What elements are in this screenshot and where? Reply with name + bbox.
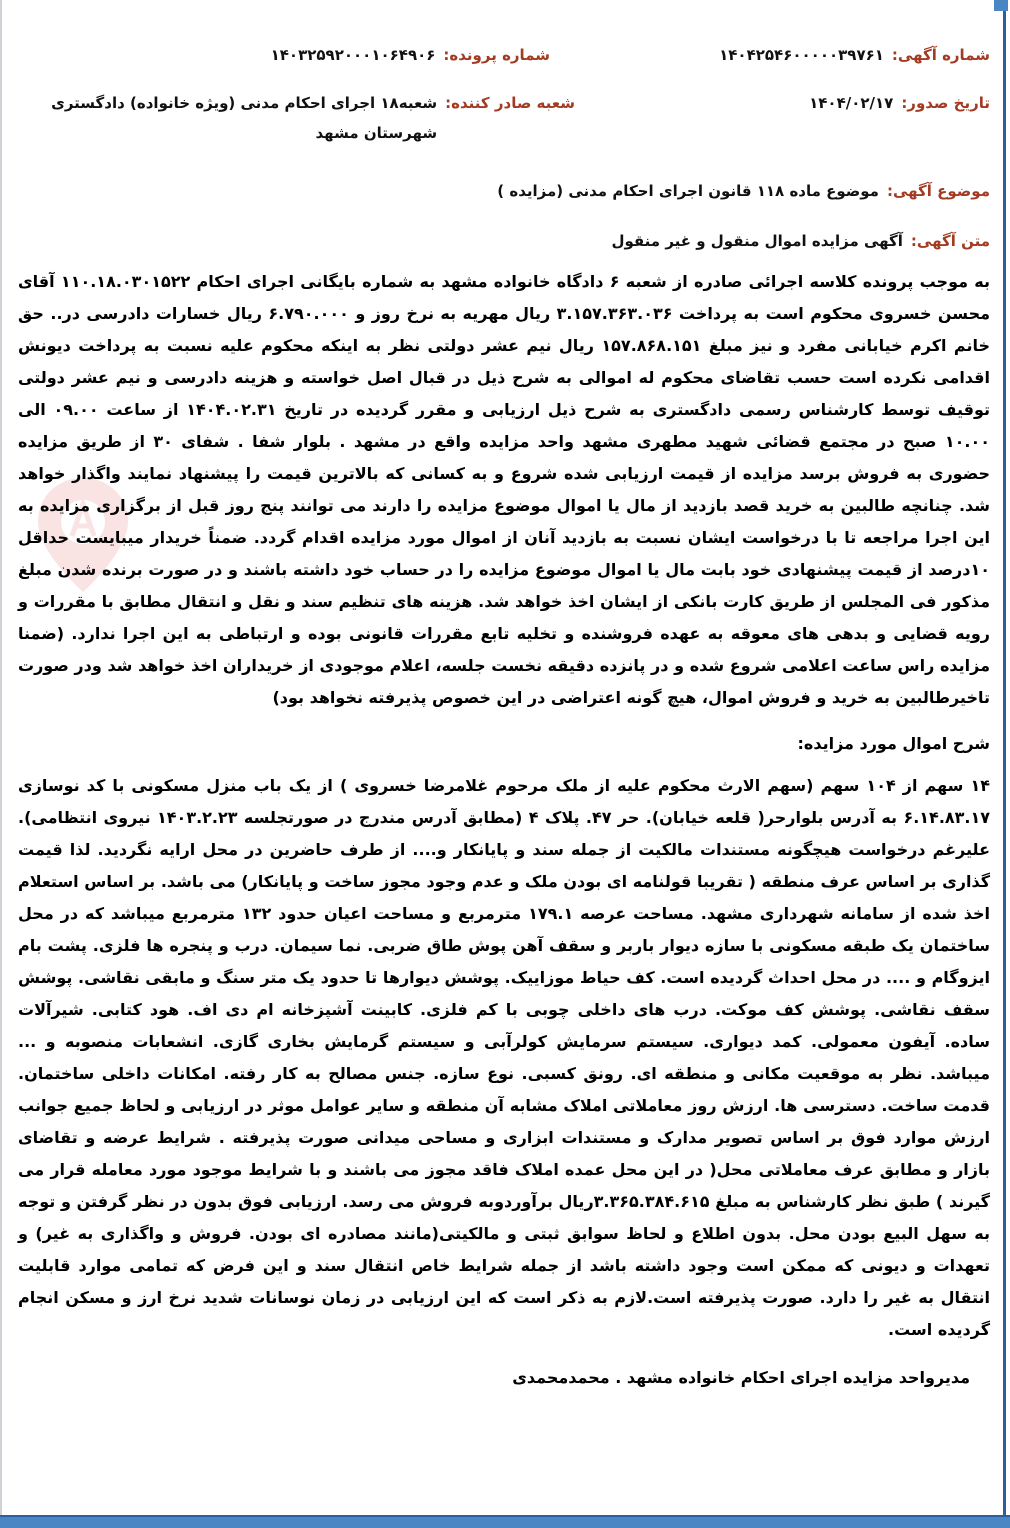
frame-bottom-bar [0, 1515, 1010, 1528]
issue-date-field [809, 88, 990, 118]
issue-date-label: تاریخ صدور: [901, 94, 990, 112]
frame-left-border [0, 0, 2, 1528]
subject-value: موضوع ماده ۱۱۸ قانون اجرای احکام مدنی (مزایده ) [497, 182, 879, 200]
signature: مدیرواحد مزایده اجرای احکام خانواده مشهد . محمدمحمدی [512, 1368, 970, 1387]
issue-date-value: ۱۴۰۴/۰۲/۱۷ [809, 94, 894, 112]
ad-text-field [611, 226, 990, 256]
frame-right-border [1003, 0, 1006, 1515]
property-heading: شرح اموال مورد مزایده: [797, 734, 990, 753]
ad-text-label: متن آگهی: [910, 232, 990, 250]
case-number-label: شماره پرونده: [443, 46, 550, 64]
subject-field [497, 176, 990, 206]
case-number-value: ۱۴۰۳۲۵۹۲۰۰۰۱۰۶۴۹۰۶ [270, 46, 436, 64]
auction-paragraph: به موجب پرونده کلاسه اجرائی صادره از شعبه ۶ دادگاه خانواده مشهد به شماره بایگانی اجرای احکام ۱۱۰.۱۸.۰۳۰۱۵۲۲ آقای محسن خسروی محکوم است به پرداخت ۳.۱۵۷.۳۶۳.۰۳۶ ریال مهریه به نرخ روز و ۶.۷۹۰.۰۰۰ ریال خسارات دادرسی در.. حق خانم اکرم خیابانی مفرد و نیز مبلغ ۱۵۷.۸۶۸.۱۵۱ ریال نیم عشر دولتی نظر به اینکه محکوم علیه نسبت به پرداخت دیونش اقدامی نکرده است حسب تقاضای محکوم له اموالی به شرح ذیل در قبال اصل خواسته و هزینه دادرسی و نیم عشر دولتی توقیف توسط کارشناس رسمی دادگستری به شرح ذیل ارزیابی و مقرر گردیده در تاریخ ۱۴۰۴.۰۲.۳۱ از ساعت ۰۹.۰۰ الی ۱۰.۰۰ صبح در مجتمع قضائی شهید مطهری مشهد واحد مزایده واقع در مشهد . بلوار شفا . شفای ۳۰ از طریق مزایده حضوری به فروش برسد مزایده از قیمت ارزیابی شده شروع و به کسانی که بالاترین قیمت را پیشنهاد نمایند واگذار خواهد شد. چنانچه طالبین به خرید قصد بازدید از مال یا اموال موضوع مزایده را دارند می توانند پنج روز قبل از برگزاری مزایده به این اجرا مراجعه تا با درخواست ایشان نسبت به بازدید آنان از اموال مورد مزایده اقدام گردد. ضمناً خریدار میبایست حداقل ۱۰درصد از قیمت پیشنهادی خود بابت مال یا اموال موضوع مزایده را در حساب خود داشته باشند و در صورت برنده شدن مبلغ مذکور فی المجلس از طریق کارت بانکی از ایشان اخذ خواهد شد. هزینه های تنظیم سند و نقل و انتقال مطابق با مقررات و رویه قضایی و بدهی های معوقه به عهده فروشنده و تخلیه تابع مقررات قانونی بوده و ارتباطی به این اجرا ندارد. (ضمنا مزایده راس ساعت اعلامی شروع شده و در پانزده دقیقه نخست جلسه، اعلام موجودی از خریداران اخذ خواهد شد ودر صورت تاخیرطالبین به خرید و فروش اموال، هیچ گونه اعتراضی در این خصوص پذیرفته نخواهد بود) [18, 272, 991, 707]
subject-label: موضوع آگهی: [886, 182, 990, 200]
issuing-branch-field [51, 88, 575, 148]
ad-number-value: ۱۴۰۴۲۵۴۶۰۰۰۰۰۳۹۷۶۱ [719, 46, 884, 64]
issuing-branch-label: شعبه صادر کننده: [445, 94, 575, 112]
issuing-branch-line: شهرستان مشهد [315, 124, 438, 142]
ad-text-value: آگهی مزایده اموال منقول و غیر منقول [611, 232, 903, 250]
issuing-branch-value [51, 88, 437, 148]
ad-number-label: شماره آگهی: [891, 46, 990, 64]
frame-corner-marker [994, 0, 1008, 11]
property-description: ۱۴ سهم از ۱۰۴ سهم (سهم الارث محکوم علیه از ملک مرحوم غلامرضا خسروی ) از یک باب منزل مسکونی با کد نوسازی ۶.۱۴.۸۳.۱۷ به آدرس بلوارحر( قلعه خیابان). حر ۴۷. پلاک ۴ (مطابق آدرس مندرج در صورتجلسه ۱۴۰۳.۲.۲۳ نیروی انتظامی). علیرغم درخواست هیچگونه مستندات مالکیت از جمله سند و پایانکار و.... از طرف حاضرین در محل ارایه نگردید. لذا قیمت گذاری بر اساس عرف منطقه ( تقریبا قولنامه ای بودن ملک و عدم وجود مجوز ساخت و پایانکار) می باشد. بر اساس استعلام اخذ شده از سامانه شهرداری مشهد. مساحت عرصه ۱۷۹.۱ مترمربع و مساحت اعیان حدود ۱۳۲ مترمربع میباشد که در محل ساختمان یک طبقه مسکونی با سازه دیوار باربر و سقف آهن پوش طاق ضربی. نما سیمان. درب و پنجره ها فلزی. پشت بام ایزوگام و .... در محل احداث گردیده است. کف حیاط موزاییک. پوشش دیوارها تا حدود یک متر سنگ و مابقی نقاشی. پوشش سقف نقاشی. پوشش کف موکت. درب های داخلی چوبی با کم فلزی. کابینت آشپزخانه ام دی اف. هود کتابی. شیرآلات ساده. آیفون معمولی. کمد دیواری. سیستم سرمایش کولرآبی و سیستم گرمایش بخاری گازی. انشعابات منصوبه و ... میباشد. نظر به موقعیت مکانی و منطقه ای. رونق کسبی. نوع سازه. جنس مصالح به کار رفته. امکانات داخلی ساختمان. قدمت ساخت. دسترسی ها. ارزش روز معاملاتی املاک مشابه آن منطقه و سایر عوامل موثر در ارزیابی و لحاظ جمیع جوانب ارزش موارد فوق بر اساس تصویر مدارک و مستندات ابزاری و مساحی میدانی صورت پذیرفته . شرایط عرضه و تقاضای بازار و مطابق عرف معاملاتی محل( در این محل عمده املاک فاقد مجوز می باشند و با شرایط موجود مورد معامله قرار می گیرند ) طبق نظر کارشناس به مبلغ ۳.۳۶۵.۳۸۴.۶۱۵ریال برآوردوبه فروش می رسد. ارزیابی فوق بدون در نظر گرفتن و توجه به سهل البیع بودن محل. بدون اطلاع و لحاظ سوابق ثبتی و مالکیتی(مانند مصادره ای بودن. فروش و واگذاری به غیر) و تعهدات و دیونی که ممکن است وجود داشته باشد از جمله شرایط خاص انتقال سند و این فرض که تمامی موارد قابلیت انتقال به غیر را دارد. صورت پذیرفته است.لازم به ذکر است که این ارزیابی در زمان نوسانات شدید نرخ ارز و مسکن انجام گردیده است. [18, 776, 991, 1339]
notice-body [18, 266, 990, 1394]
issuing-branch-line: شعبه۱۸ اجرای احکام مدنی (ویژه خانواده) دادگستری [51, 94, 438, 112]
case-number-field [271, 40, 550, 70]
ad-number-field [719, 40, 990, 70]
